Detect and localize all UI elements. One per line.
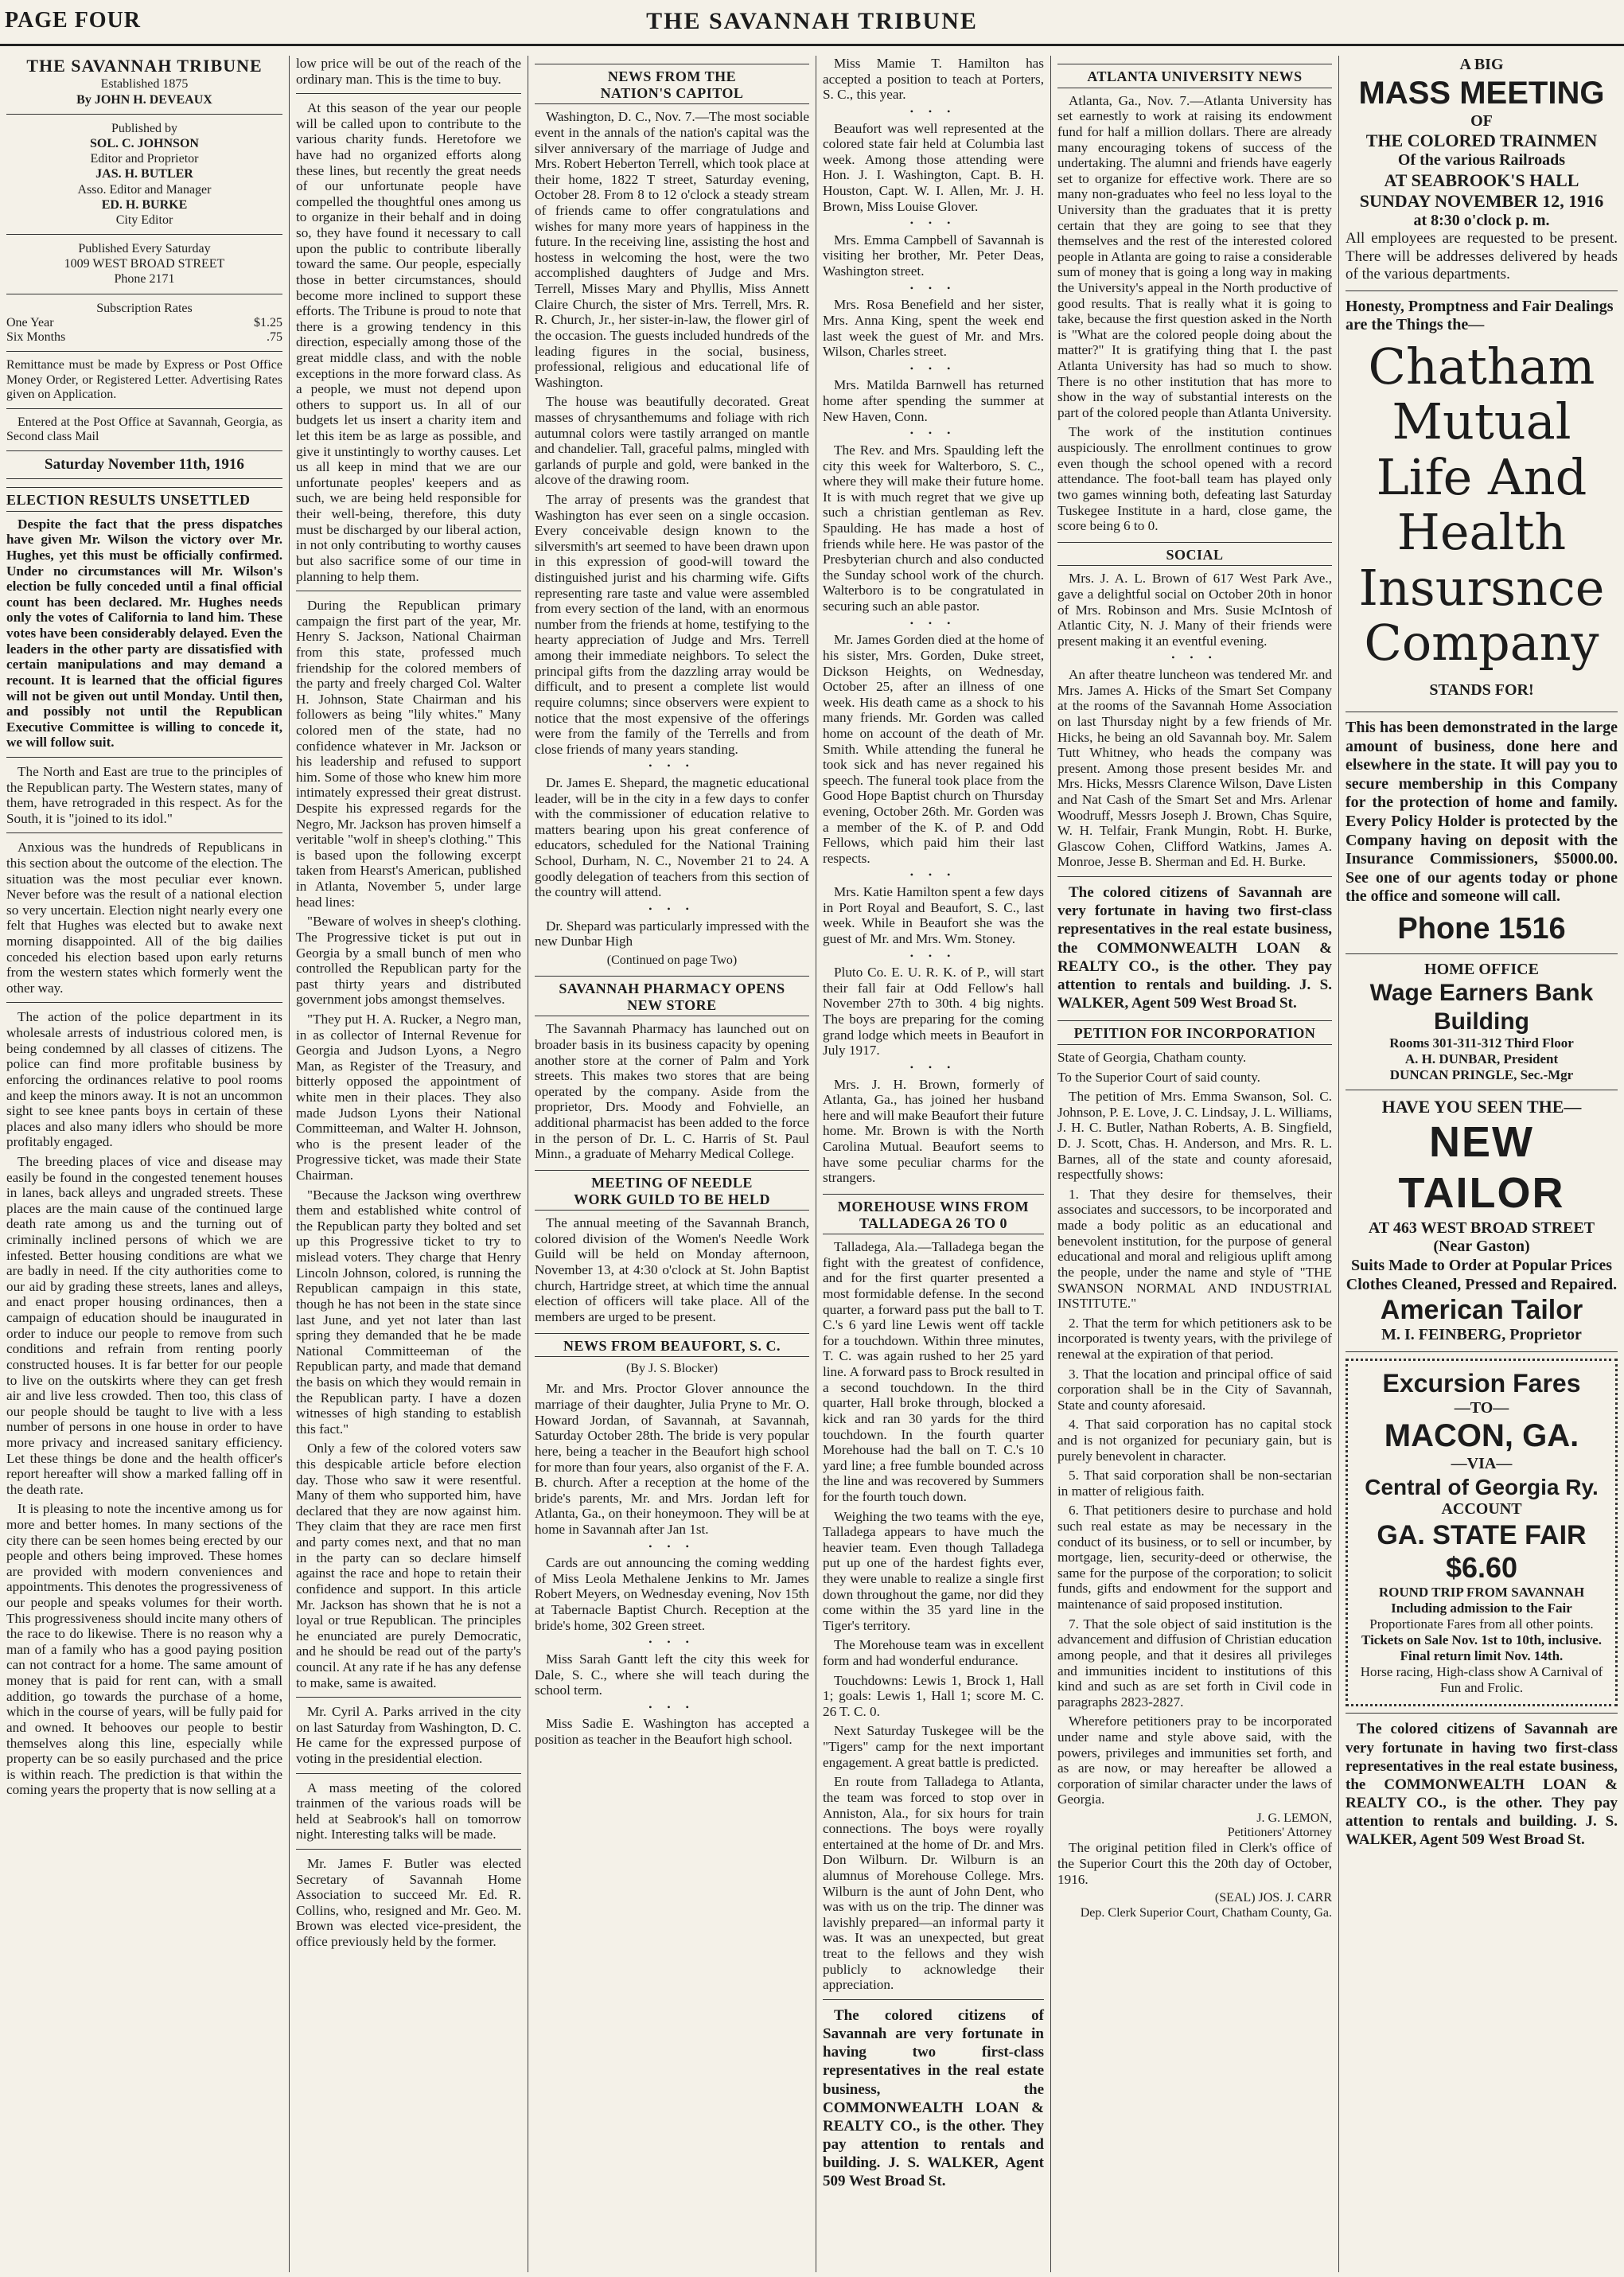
- headline-social: SOCIAL: [1057, 542, 1332, 567]
- paragraph: Mr. Cyril A. Parks arrived in the city on last Saturday from Washington, D. C. He came for the expressed purpose of voting in the presidential election.: [296, 1704, 521, 1766]
- masthead-assoc: JAS. H. BUTLER: [95, 167, 193, 181]
- ad-line: Rooms 301-311-312 Third Floor: [1389, 1035, 1574, 1051]
- issue-date: Saturday November 11th, 1916: [6, 450, 282, 479]
- paragraph: 4. That said corporation has no capital stock and is not organized for pecuniary gain, but is purely benevolent in character.: [1057, 1417, 1332, 1464]
- ad-line: at 8:30 o'clock p. m.: [1413, 211, 1550, 229]
- ad-company-name: Insursnce: [1358, 558, 1605, 617]
- signature: J. G. LEMON,: [1256, 1811, 1332, 1825]
- paragraph: Mrs. J. H. Brown, formerly of Atlanta, Ga., has joined her husband here and will make Beaufort their future home. Mr. Brown is with the North Carolina Mutual. Beaufort seems to have some peculiar charms for the strangers.: [823, 1076, 1044, 1186]
- paragraph: Next Saturday Tuskegee will be the "Tigers" camp for the next important engagement. A great battle is predicted.: [823, 1723, 1044, 1770]
- paragraph: State of Georgia, Chatham county.: [1057, 1049, 1247, 1065]
- ad-line: HAVE YOU SEEN THE—: [1381, 1097, 1582, 1117]
- paragraph: Talladega, Ala.—Talladega began the fight with the greatest of confidence, and for the first quarter presented a most formidable defense. In the second quarter, a forward pass put the ball to T. C.'s 6 yard line Lewis went off tackle for a touchdown. Within three minutes, T. C. was again rushed to her 25 yard line. A forward pass to Brock resulted in a second touchdown. In the third quarter, Hall broke through, blocked a kick and ran 30 yards for the third touchdown. In the fourth quarter Morehouse had the ball on T. C.'s 10 yard line; a free fumble bounded across the line and was recovered by Summers for the fourth touch down.: [823, 1239, 1044, 1504]
- paragraph: 3. That the location and principal office of said corporation shall be in the City of Savannah, State and county aforesaid.: [1057, 1366, 1332, 1413]
- paragraph: Mr. James Gorden died at the home of his sister, Mrs. Gorden, Duke street, Dickson Heights, on Wednesday, October 25, after an illness of one week. His death came as a shock to his many friends. Mr. Gorden was called home on account of the death of Mr. Smith. While attending the funeral he took sick and has never regained his speech. The funeral took place from the Good Hope Baptist church on Thursday evening, October 26th. Mr. Gorden was a member of the K. of P. and Odd Fellows, which paid him their last respects.: [823, 632, 1044, 866]
- headline-capitol: NEWS FROM THE NATION'S CAPITOL: [535, 64, 809, 104]
- rate-label: One Year: [6, 315, 54, 329]
- headline-beaufort: NEWS FROM BEAUFORT, S. C.: [535, 1333, 809, 1358]
- paragraph: Dr. Shepard was particularly impressed with the new Dunbar High: [535, 918, 809, 949]
- masthead-established: Established 1875: [100, 77, 189, 92]
- paragraph: Mr. James F. Butler was elected Secretary of Savannah Home Association to succeed Mr. Ed. R. Collins, who, resigned and Mr. Geo. M. Brown was elected vice-president, the office previously held by the former.: [296, 1856, 521, 1950]
- column-5: ATLANTA UNIVERSITY NEWS Atlanta, Ga., Nov. 7.—Atlanta University has set earnestly to work at raising its endowment fund for half a million dollars. There are already many encouraging tokens of success of the undertaking. The alumni and friends have eagerly set to organize for effective work. There are so many non-graduates who feel no less loyal to the University than the graduates that it is pretty certain that they are going to see that they themselves and the rest of the interested colored people in Atlanta are going to raise a considerable sum of money that is going a long way in making the University's appeal in the North productive of good results. That is really what it is going to take, because the first question asked in the North is "What are the colored people doing about the matter?" It is gratifying thing that I. the past Atlanta University has had so much to show. There is no other institution that has more to show in the way of substantial interests on the part of the colored people than Atlanta University. The work of the institution continues auspiciously. The enrollment continues to grow even though the school opened with a record attendance. The foot-ball team has played only two games winning both, defeating last Saturday Tuskegee Institute in a hard, close game, the score being 6 to 0. SOCIAL Mrs. J. A. L. Brown of 617 West Park Ave., gave a delightful social on October 20th in honor of Mrs. Robinson and Mrs. Susie McIntosh of Atlantic City, N. J. Many of their friends were present making it an eventful evening. • • • An after theatre luncheon was tendered Mr. and Mrs. James A. Hicks of the Smart Set Company at the rooms of the Savannah Home Association on last Thursday night by a few friends of Mr. Hicks, he being an old Savannah boy. Mr. Salem Tutt Whitney, who heads the company was present. Among those present besides Mr. and Mrs. Hicks, Messrs Clarence Wilson, Dave Listen and Nat Cash of the Smart Set and Mrs. Arlenar Woodruff, Messrs Joseph J. Brown, Chas Squire, W. H. Telfair, Frank Mungin, Robt. H. Burke, Glascow Cohen, Clifford Watkins, James A. Monroe, Jesse B. Sherman and Ed. H. Burke. The colored citizens of Savannah are very fortunate in having two first-class representatives in the real estate business, the COMMONWEALTH LOAN & REALTY CO., is the other. They pay attention to rentals and building. J. S. WALKER, Agent 509 West Broad St. PETITION FOR INCORPORATION State of Georgia, Chatham county. To the Superior Court of said county. The petition of Mrs. Emma Swanson, Sol. C. Johnson, P. E. Love, J. C. Lindsay, J. L. Williams, J. H. C. Butler, Nathan Roberts, A. B. Singfield, D. J. Scott, Chas. H. Anderson, and Mrs. R. L. Barnes, all of the state and county aforesaid, respectfully shows: 1. That they desire for themselves, their associates and successors, to be incorporated and made a body politic as an educational and benevolent institution, for the purpose of general educational and moral and religious uplift among the people, under the name and style of "THE SWANSON NORMAL AND INDUSTRIAL INSTITUTE." 2. That the term for which petitioners ask to be incorporated is twenty years, with the privilege of renewal at the expiration of that period. 3. That the location and principal office of said corporation shall be in the City of Savannah, State and county aforesaid. 4. That said corporation has no capital stock and is not organized for pecuniary gain, but is purely benevolent in character. 5. That said corporation shall be non-sectarian in matter of religious faith. 6. That petitioners desire to purchase and hold such real estate as may be necessary in the conduct of its business, or to sell or incumber, by mortgage, lien, security-deed or otherwise, the same for the purpose of the corporation; to solicit funds, gifts and endowment for the support and maintenance of said proposed institution. 7. That the sole object of said institution is the advancement and diffusion of Christian education among people, and that it desires all privileges and immunities incident to institutions of this kind and such as are set forth in Civil code in paragraphs 2823-2827. Wherefore petitioners pray to be incorporated under name and style above said, with the powers, privileges and immunities set forth, and as are now, or may hereafter be allowed a corporation of similar character under the laws of Georgia. J. G. LEMON, Petitioners' Attorney The original petition filed in Clerk's office of the Superior Court this the 20th day of October, 1916. (SEAL) JOS. J. CARR Dep. Clerk Superior Court, Chatham County, Ga.: [1050, 56, 1338, 2272]
- election-lede: Despite the fact that the press dispatches have given Mr. Wilson the victory over Mr. Hughes, yet this must be officially confirmed. Under no circumstances will Mr. Wilson's election be fully conceded until a final official count has been declared. Mr. Hughes needs only the votes of California to land him. These votes have been considerably delayed. Even the leaders in the other party are dissatisfied with certain manipulations and may demand a recount. It is learned that the official figures will not be given out until Monday. Until then, and possibly not until the Republican Executive Committee is willing to concede it, we will follow suit.: [6, 516, 282, 751]
- rate-value: $1.25: [254, 315, 282, 329]
- paragraph: low price will be out of the reach of the ordinary man. This is the time to buy.: [296, 56, 521, 87]
- ad-title: MASS MEETING: [1358, 75, 1605, 111]
- paragraph: Dr. James E. Shepard, the magnetic educational leader, will be in the city in a few days to confer with the commissioner of education relative to matters bearing upon his great conference of educators, scheduled for the National Training School, Durham, N. C., November 21 to 24. A goodly delegation of teachers from this section of the country will attend.: [535, 775, 809, 900]
- remittance-note: Remittance must be made by Express or Post Office Money Order, or Registered Letter. Advertising Rates given on Application.: [6, 358, 282, 401]
- paragraph: The Morehouse team was in excellent form and had wonderful endurance.: [823, 1637, 1044, 1669]
- ad-title: MACON, GA.: [1384, 1418, 1579, 1454]
- ad-company-name: Mutual: [1392, 392, 1571, 451]
- masthead-city: ED. H. BURKE: [101, 197, 188, 212]
- ad-line: Proportionate Fares from all other points.: [1369, 1616, 1594, 1632]
- paragraph: An after theatre luncheon was tendered Mr. and Mrs. James A. Hicks of the Smart Set Company at the rooms of the Savannah Home Association on last Thursday night by a few friends of Mr. Hicks, he being an old Savannah boy. Mr. Salem Tutt Whitney, who heads the company was present. Among those present besides Mr. and Mrs. Hicks, Messrs Clarence Wilson, Dave Listen and Nat Cash of the Smart Set and Mrs. Arlenar Woodruff, Messrs Joseph J. Brown, Chas Squire, W. H. Telfair, Frank Mungin, Robt. H. Burke, Glascow Cohen, Clifford Watkins, James A. Monroe, Jesse B. Sherman and Ed. H. Burke.: [1057, 667, 1332, 870]
- paragraph: 1. That they desire for themselves, their associates and successors, to be incorporated and made a body politic as an educational and benevolent institution, for the purpose of general educational and moral and religious uplift among the people, under the name and style of "THE SWANSON NORMAL AND INDUSTRIAL INSTITUTE.": [1057, 1186, 1332, 1312]
- paragraph: Mrs. Emma Campbell of Savannah is visiting her brother, Mr. Peter Deas, Washington street.: [823, 232, 1044, 279]
- paragraph: The array of presents was the grandest that Washington has ever seen on a single occasion. Every conceivable design known to the silversmith's art seemed to have been drawn upon in this expression of good-will toward the distinguished jurist and his charming wife. Gifts representing rare taste and value were assembled from every section of the land, with an enormous number from the friends at home, testifying to the hearty appreciation of Judge and Mrs. Terrell among their immediate neighbors. To select the principal gifts from the dazzling array would be difficult, and to present a complete list would require columns; since observers were expient to notice that the most expensive of the offerings were from the family of the Terrells and from close friends of many years standing.: [535, 492, 809, 757]
- ad-price: $6.60: [1445, 1550, 1518, 1584]
- paragraph: The North and East are true to the principles of the Republican party. The Western states, many of them, have retrograded in this respect. As for the South, it is "joined to its idol.": [6, 763, 282, 826]
- paragraph: 7. That the sole object of said institution is the advancement and diffusion of Christian education among people, and that it desires all privileges and immunities incident to institutions of this kind and such as are set forth in Civil code in paragraphs 2823-2827.: [1057, 1616, 1332, 1710]
- masthead: [6, 56, 282, 316]
- paragraph: Mr. and Mrs. Proctor Glover announce the marriage of their daughter, Julia Pryne to Mr. O. Howard Jordan, of Savannah, at Savannah, Saturday October 28th. The bride is very popular here, being a teacher in the Beaufort high school for more than four years, also organist of the F. A. B. church. After a reception at the home of the bride's parents, Mr. and Mrs. Jordan left for Atlanta, Ga., on their honeymoon. They will be at home in Savannah after Jan 1st.: [535, 1381, 809, 1537]
- paragraph: At this season of the year our people will be called upon to contribute to the various charity funds. Heretofore we have had no organized efforts along these lines, but recently the great needs of our unfortunate people have compelled the thoughtful ones among us to organize in their behalf and in doing so, they have found it necessary to call upon the public to contribute liberally toward the same. Our people, especially those in better circumstances, should become more inclined to support these efforts. The Tribune is proud to note that there is a growing tendency in this direction, especially among those of the great middle class, and with the noble exceptions in the more forward class. As a people, we must not depend upon others to support us. In all of our budgets let us insert a charity item and let this item be as large as possible, and give it unstintingly to worthy causes. Let us all keep in mind that we are our unfortunate peoples' keepers and as such, we are being held responsible for their well-being, therefore, this duty must be discharged by our liberal action, in not only contributing to worthy causes but also sacrifice some of our time in planning to help them.: [296, 100, 521, 584]
- masthead-address: 1009 WEST BROAD STREET: [64, 257, 225, 271]
- paragraph: The action of the police department in its wholesale arrests of industrious colored men, is being condemned by all classes of citizens. The police can find more profitable business by enforcing the ordinances relative to pool rooms and keep the minors away. It is not an uncommon sight to see knee pants boys in certain of these places and also many idlers who should be more profitably engaged.: [6, 1009, 282, 1150]
- paragraph: A mass meeting of the colored trainmen of the various roads will be held at Seabrook's hall on tomorrow night. Interesting talks will be made.: [296, 1780, 521, 1842]
- signature-title: Dep. Clerk Superior Court, Chatham County, Ga.: [1080, 1905, 1332, 1920]
- ad-tagline: Honesty, Promptness and Fair Dealings are the Things the—: [1346, 297, 1614, 334]
- subscription-rates: [6, 316, 282, 345]
- paragraph: Mrs. Rosa Benefield and her sister, Mrs. Anna King, spent the week end last week the guest of Mr. and Mrs. Wilson, Charles street.: [823, 297, 1044, 360]
- masthead-phone: Phone 2171: [114, 272, 175, 287]
- headline-football: MOREHOUSE WINS FROM TALLADEGA 26 TO 0: [823, 1194, 1044, 1234]
- paragraph: 2. That the term for which petitioners ask to be incorporated is twenty years, with the privilege of renewal at the expiration of that period.: [1057, 1315, 1332, 1362]
- paragraph: Anxious was the hundreds of Republicans in this section about the outcome of the election. The situation was the most peculiar ever known. Never before was the result of a national election so very uncertain. Election night nearly every one felt that Hughes was elected but to awake next morning disappointed. All of the big dailies conceded his election based upon early returns from the western states which formerly went the other way.: [6, 840, 282, 996]
- paragraph: The Rev. and Mrs. Spaulding left the city this week for Walterboro, S. C., where they will make their future home. It is with much regret that we give up such a christian gentleman as Rev. Spaulding. He has made a host of friends while here. He was pastor of the Presbyterian church and also conducted the Sunday school work of the church. Walterboro is to be congratulated in securing such an able pastor.: [823, 442, 1044, 614]
- ad-company-name: Life And: [1376, 447, 1587, 506]
- paragraph: Miss Sarah Gantt left the city this week for Dale, S. C., where she will teach during the school term.: [535, 1651, 809, 1698]
- paragraph: 5. That said corporation shall be non-sectarian in matter of religious faith.: [1057, 1468, 1332, 1499]
- ad-line: Suits Made to Order at Popular Prices: [1350, 1256, 1613, 1274]
- entered-note: Entered at the Post Office at Savannah, Georgia, as Second class Mail: [6, 415, 282, 444]
- column-1: [0, 56, 289, 2272]
- ad-line: Clothes Cleaned, Pressed and Repaired.: [1346, 1275, 1618, 1293]
- realty-notice: The colored citizens of Savannah are very fortunate in having two first-class representatives in the real estate business, the COMMONWEALTH LOAN & REALTY CO., is the other. They pay attention to rentals and building. J. S. WALKER, Agent 509 West Broad St.: [1346, 1721, 1618, 1849]
- ad-line: Wage Earners Bank: [1369, 980, 1594, 1007]
- ad-line: Building: [1434, 1008, 1529, 1035]
- ad-line: OF: [1470, 111, 1493, 130]
- ad-line: ROUND TRIP FROM SAVANNAH: [1378, 1585, 1585, 1601]
- paragraph: "Because the Jackson wing overthrew them and established white control of the Republican party they bolted and set up this Progressive ticket to try to mislead voters. They charge that Henry Lincoln Johnson, colored, is running the Republican campaign in this state, though he has not been in the state since last June, and yet not later than last spring they demanded that he be made National Committeeman of the Republican party, and made that demand the basis on which they would remain in the Republican party. I have a dozen witnesses of high standing to establish this fact.": [296, 1187, 521, 1437]
- ad-company-name: Health: [1396, 503, 1567, 562]
- ad-line: AT 463 WEST BROAD STREET: [1368, 1218, 1595, 1237]
- headline-petition: PETITION FOR INCORPORATION: [1057, 1020, 1332, 1045]
- paragraph: Pluto Co. E. U. R. K. of P., will start their fall fair at Odd Fellow's hall November 27th to 30th. 4 big nights. The boys are preparing for the coming grand lodge which meets in Beaufort in July 1917.: [823, 965, 1044, 1059]
- column-2: [289, 56, 528, 2272]
- paragraph: The house was beautifully decorated. Great masses of chrysanthemums and foliage with rich autumnal colors were tastily arranged on mantle and chandelier. Tall, graceful palms, mingled with garlands of purple and gold, were banked in the alcove of the drawing room.: [535, 394, 809, 488]
- paragraph: To the Superior Court of said county.: [1057, 1069, 1260, 1085]
- ad-company-name: Chatham: [1368, 337, 1595, 396]
- running-head: [0, 0, 1624, 46]
- masthead-name: THE SAVANNAH TRIBUNE: [26, 56, 263, 76]
- ad-title: Excursion Fares: [1382, 1368, 1581, 1398]
- byline: (By J. S. Blocker): [625, 1362, 719, 1376]
- ad-line: —TO—: [1454, 1398, 1509, 1417]
- paragraph: During the Republican primary campaign the first part of the year, Mr. Henry S. Jackson, National Chairman from this state, professed much friendship for the colored members of the party and freely charged Col. Walter H. Johnson, State Chairman and his followers as being "lily whites." Many colored men of the state, had no confidence whatever in Mr. Jackson or his leadership and refused to support him. Some of those who knew him more intimately expressed their great distrust. Despite his expressed regards for the Negro, Mr. Jackson has proven himself a veritable "wolf in sheep's clothing." This is based upon the following excerpt taken from Hearst's American, published in Atlanta, November 5, under large head lines:: [296, 598, 521, 910]
- ad-line: STANDS FOR!: [1429, 681, 1534, 700]
- headline-guild: MEETING OF NEEDLE WORK GUILD TO BE HELD: [535, 1170, 809, 1211]
- headline-pharmacy: SAVANNAH PHARMACY OPENS NEW STORE: [535, 976, 809, 1016]
- column-4: Miss Mamie T. Hamilton has accepted a position to teach at Porters, S. C., this year. • • • Beaufort was well represented at the colored state fair held at Columbia last week. Among those attending were Hon. J. I. Washington, Capt. B. H. Houston, Capt. W. I. Allen, Mr. J. H. Brown, Miss Louise Glover. • • • Mrs. Emma Campbell of Savannah is visiting her brother, Mr. Peter Deas, Washington street. • • • Mrs. Rosa Benefield and her sister, Mrs. Anna King, spent the week end last week the guest of Mr. and Mrs. Wilson, Charles street. • • • Mrs. Matilda Barnwell has returned home after spending the summer at New Haven, Conn. • • • The Rev. and Mrs. Spaulding left the city this week for Walterboro, S. C., where they will make their future home. It is with much regret that we give up such a christian gentleman as Rev. Spaulding. He has made a host of friends while here. He was pastor of the Presbyterian church and also conducted the Sunday school work of the church. Walterboro is to be congratulated in securing such an able pastor. • • • Mr. James Gorden died at the home of his sister, Mrs. Gorden, Duke street, Dickson Heights, on Wednesday, October 25, after an illness of one week. His death came as a shock to his many friends. Mr. Gorden was called home on account of the death of Mr. Smith. While attending the funeral he took sick and has never regained his speech. The funeral took place from the Good Hope Baptist church on Thursday evening, October 26th. Mr. Gorden was a member of the K. of P. and Odd Fellows, which paid him their last respects. • • • Mrs. Katie Hamilton spent a few days in Port Royal and Beaufort, S. C., last week. While in Beaufort she was the guest of Mr. and Mrs. Wm. Stoney. • • • Pluto Co. E. U. R. K. of P., will start their fall fair at Odd Fellow's hall November 27th to 30th. 4 big nights. The boys are preparing for the coming grand lodge which meets in Beaufort in July 1917. • • • Mrs. J. H. Brown, formerly of Atlanta, Ga., has joined her husband here and will make Beaufort their future home. Mr. Brown is with the North Carolina Mutual. Beaufort seems to have some peculiar charms for the strangers. MOREHOUSE WINS FROM TALLADEGA 26 TO 0 Talladega, Ala.—Talladega began the fight with the greatest of confidence, and for the first quarter presented a most formidable defense. In the second quarter, a forward pass put the ball to T. C.'s 6 yard line Lewis went off tackle for a touchdown. Within three minutes, T. C. was again rushed to her 25 yard line. A forward pass to Brock resulted in a second touchdown. In the third quarter, Hall broke through, blocked a kick and ran 30 yards for the third touchdown. In the fourth quarter Morehouse had the ball on T. C.'s 10 yard line; a free fumble bounded across the line and was recovered by Summers for the fourth touch down. Weighing the two teams with the eye, Talladega appears to have much the heavier team. Even though Talladega put up one of the hardest fights ever, they were unable to realize a single first down throughout the game, nor did they come within the 35 yard line in the Tiger's territory. The Morehouse team was in excellent form and had wonderful endurance. Touchdowns: Lewis 1, Brock 1, Hall 1; goals: Lewis 1, Hall 1; score M. C. 26 T. C. 0. Next Saturday Tuskegee will be the "Tigers" camp for the next important engagement. A great battle is predicted. En route from Talladega to Atlanta, the team was forced to stop over in Anniston, Ala., for six hours for train connections. The boys were royally entertained at the home of Dr. and Mrs. Don Wilburn. Dr. Wilburn is an alumnus of Morehouse College. Mrs. Wilburn is the aunt of John Dent, who was with us on the trip. The dinner was lavishly prepared—an informal party it was. It was an unexpected, but great treat to the fellows and they wish publicly to acknowledge their appreciation. The colored citizens of Savannah are very fortunate in having two first-class representatives in the real estate business, the COMMONWEALTH LOAN & REALTY CO., is the other. They pay attention to rentals and building. J. S. WALKER, Agent 509 West Broad St.: [816, 56, 1050, 2272]
- paragraph: Mrs. J. A. L. Brown of 617 West Park Ave., gave a delightful social on October 20th in honor of Mrs. Robinson and Mrs. Susie McIntosh of Atlantic City, N. J. Many of their friends were present making it an eventful evening.: [1057, 571, 1332, 649]
- realty-notice: The colored citizens of Savannah are very fortunate in having two first-class representatives in the real estate business, the COMMONWEALTH LOAN & REALTY CO., is the other. They pay attention to rentals and building. J. S. WALKER, Agent 509 West Broad St.: [823, 2006, 1044, 2190]
- paragraph: Mrs. Katie Hamilton spent a few days in Port Royal and Beaufort, S. C., last week. While in Beaufort she was the guest of Mr. and Mrs. Wm. Stoney.: [823, 884, 1044, 946]
- ad-body: This has been demonstrated in the large amount of business, done here and elsewhere in the state. It will pay you to secure membership in this Company for the protection of home and family. Every Policy Holder is protected by the Company having on deposit with the Insurance Commissioners, $5000.00. See one of our agents today or phone the office and someone will call.: [1346, 719, 1618, 906]
- rates-title: Subscription Rates: [96, 301, 193, 315]
- signature-title: Petitioners' Attorney: [1227, 1826, 1332, 1840]
- ad-line: (Near Gaston): [1433, 1238, 1530, 1256]
- ad-company-name: Company: [1364, 614, 1599, 673]
- ad-title: American Tailor: [1380, 1295, 1583, 1326]
- paragraph: Wherefore petitioners pray to be incorporated under name and style above said, with the powers, privileges and immunities set forth, and as are now, or may hereafter be allowed a corporation of similar character under the laws of Georgia.: [1057, 1714, 1332, 1807]
- paragraph: The original petition filed in Clerk's office of the Superior Court this the 20th day of October, 1916.: [1057, 1840, 1332, 1887]
- masthead-founder: By JOHN H. DEVEAUX: [76, 92, 212, 107]
- ad-line: Including admission to the Fair: [1391, 1601, 1572, 1616]
- ad-title: NEW TAILOR: [1398, 1118, 1565, 1217]
- ad-line: Of the various Railroads: [1397, 151, 1566, 170]
- paragraph: It is pleasing to note the incentive among us for more and better homes. In many sections of the city there can be seen homes being erected by our people and others being improved. These homes are provided with modern conveniences and appointments. This denotes the progressiveness of our people and speaks volumes for their worth. This progressiveness should incite many others of the race to do likewise. There is no reason why a man of a family who has a good paying position can not contract for a home. The same amount of money that is paid for rent can, with a small addition, go towards the purchase of a home, which in the course of years, will be fully paid for and owned. It behooves our people to bestir themselves along this line, especially while property can be so easily purchased and the price is within reach. The prediction is that within the coming years the property that is now selling at a: [6, 1501, 282, 1798]
- paragraph: The petition of Mrs. Emma Swanson, Sol. C. Johnson, P. E. Love, J. C. Lindsay, J. L. Williams, J. H. C. Butler, Nathan Roberts, A. B. Singfield, D. J. Scott, Chas. H. Anderson, and Mrs. R. L. Barnes, all of the state and county aforesaid, respectfully shows:: [1057, 1089, 1332, 1183]
- continued-note: (Continued on page Two): [606, 953, 738, 967]
- masthead-city-title: City Editor: [115, 212, 173, 227]
- column-3: NEWS FROM THE NATION'S CAPITOL Washington, D. C., Nov. 7.—The most sociable event in the annals of the nation's capital was the silver anniversary of the marriage of Judge and Mrs. Robert Heberton Terrell, which took place at their home, 1822 T street, Saturday evening, October 28. From 8 to 12 o'clock a steady stream of friends came to offer congratulations and wishes for many more years of happiness in the future. In the receiving line, assisting the host and hostess in welcoming the host, were the two accomplished daughters of Judge and Mrs. Terrell, Misses Mary and Phyllis, Miss Annett Claire Church, the sister of Mrs. Terrell, Mrs. R. R. Church, Jr., her sister-in-law, the flower girl of the occasion. The guests included hundreds of the leading figures in the social, business, professional, religious and educational life of Washington. The house was beautifully decorated. Great masses of chrysanthemums and foliage with rich autumnal colors were tastily arranged on mantle and chandelier. Tall, graceful palms, mingled with garlands of purple and gold, were banked in the alcove of the drawing room. The array of presents was the grandest that Washington has ever seen on a single occasion. Every conceivable design known to the silversmith's art seemed to have been drawn upon in this expression of good-will toward the distinguished jurist and his charming wife. Gifts representing rare taste and value were assembled from every section of the land, with an enormous number from the friends at home, testifying to the hearty appreciation of Judge and Mrs. Terrell among their immediate neighbors. To select the principal gifts from the dazzling array would be difficult, and to present a complete list would require columns; since observers were expient to notice that the most expensive of the offerings were from the family of the Terrells and from close friends of many years standing. • • • Dr. James E. Shepard, the magnetic educational leader, will be in the city in a few days to confer with the commissioner of education relative to matters bearing upon his great conference of educators, scheduled for the National Training School, Durham, N. C., November 21 to 24. A goodly delegation of teachers from this section of the country will attend. • • • Dr. Shepard was particularly impressed with the new Dunbar High (Continued on page Two) SAVANNAH PHARMACY OPENS NEW STORE The Savannah Pharmacy has launched out on broader basis in its business capacity by opening another store at the corner of Palm and York streets. This makes two stores that are being operated by the company. Aside from the proprietor, Drs. Moody and Fohvielle, an additional pharmacist has been added to the force in the person of Dr. L. C. Harris of St. Paul Minn., a graduate of Meharry Medical College. MEETING OF NEEDLE WORK GUILD TO BE HELD The annual meeting of the Savannah Branch, colored division of the Women's Needle Work Guild will be held on Monday afternoon, November 13, at 4:30 o'clock at St. John Baptist church, Hartridge street, at which time the annual election of officers will take place. All of the members are urged to be present. NEWS FROM BEAUFORT, S. C. (By J. S. Blocker) Mr. and Mrs. Proctor Glover announce the marriage of their daughter, Julia Pryne to Mr. O. Howard Jordan, of Savannah, at Savannah, Saturday October 28th. The bride is very popular here, being a teacher in the Beaufort high school for more than four years, also organist of the F. A. B. church. After a reception at the home of the bride's parents, Mr. and Mrs. Jordan left for Atlanta, Ga., on their honeymoon. They will be at home in Savannah after Jan 1st. • • • Cards are out announcing the coming wedding of Miss Leola Methalene Jenkins to Mr. James Robert Meyers, on Wednesday evening, Nov 15th at Tabernacle Baptist Church. Reception at the bride's home, 302 Green street. • • • Miss Sarah Gantt left the city this week for Dale, S. C., where she will teach during the school term. • • • Miss Sadie E. Washington has accepted a position as teacher in the Beaufort high school.: [528, 56, 816, 2272]
- ad-title: GA. STATE FAIR: [1377, 1519, 1587, 1550]
- paragraph: "Beware of wolves in sheep's clothing. The Progressive ticket is put out in Georgia by a small bunch of men who controlled the Republican party for the past thirty years and distributed government jobs amongst themselves.: [296, 914, 521, 1008]
- paragraph: Beaufort was well represented at the colored state fair held at Columbia last week. Among those attending were Hon. J. I. Washington, Capt. B. H. Houston, Capt. W. I. Allen, Mr. J. H. Brown, Miss Louise Glover.: [823, 120, 1044, 214]
- paragraph: Only a few of the colored voters saw this despicable article before election day. Those who saw it were resentful. Many of them who supported him, have declared that they are now against him. They claim that they are race men first and party comes next, and that no man in the party can so declare himself against the race and hope to retain their confidence and support. In this article Mr. Jackson has shown that he is not a loyal or true Republican. The principles he enunciated are purely Democratic, and he should be read out of the party's council. At any rate if he has any defense to make, same is awaited.: [296, 1441, 522, 1690]
- ad-line: SUNDAY NOVEMBER 12, 1916: [1359, 190, 1604, 211]
- paragraph: Washington, D. C., Nov. 7.—The most sociable event in the annals of the nation's capital was the silver anniversary of the marriage of Judge and Mrs. Robert Heberton Terrell, which took place at their home, 1822 T street, Saturday evening, October 28. From 8 to 12 o'clock a steady stream of friends came to offer congratulations and wishes for many more years of happiness in the future. In the receiving line, assisting the host and hostess in welcoming the host, were the two accomplished daughters of Judge and Mrs. Terrell, Misses Mary and Phyllis, Miss Annett Claire Church, the sister of Mrs. Terrell, Mrs. R. R. Church, Jr., her sister-in-law, the flower girl of the occasion. The guests included hundreds of the leading figures in the social, business, professional, religious and educational life of Washington.: [535, 109, 809, 390]
- paper-title: THE SAVANNAH TRIBUNE: [646, 8, 978, 34]
- paragraph: Touchdowns: Lewis 1, Brock 1, Hall 1; goals: Lewis 1, Hall 1; score M. C. 26 T. C. 0.: [823, 1672, 1044, 1719]
- ad-line: THE COLORED TRAINMEN: [1365, 131, 1598, 151]
- ad-line: Horse racing, High-class show A Carnival of Fun and Frolic.: [1360, 1664, 1603, 1696]
- paragraph: Mrs. Matilda Barnwell has returned home after spending the summer at New Haven, Conn.: [823, 377, 1044, 424]
- paragraph: Miss Sadie E. Washington has accepted a position as teacher in the Beaufort high school.: [535, 1716, 809, 1748]
- ad-line: ACCOUNT: [1441, 1499, 1522, 1518]
- paragraph: The work of the institution continues auspiciously. The enrollment continues to grow even though the school opened with a record attendance. The foot-ball team has played only two games winning both, defeating last Saturday Tuskegee Institute in a hard, close game, the score being 6 to 0.: [1057, 424, 1332, 534]
- ad-line: A BIG: [1459, 56, 1504, 73]
- signature: (SEAL) JOS. J. CARR: [1214, 1891, 1332, 1905]
- paragraph: Atlanta, Ga., Nov. 7.—Atlanta University has set earnestly to work at raising its endowment fund for half a million dollars. There are already many encouraging tokens of success of the undertaking. The alumni and friends have eagerly set to organize for effective work. There are so many non-graduates who feel no less loyal to the University than the graduates that it is pretty certain that they are going to see that they themselves and the rest of the interested colored people in Atlanta are going to raise a considerable sum of money that is going a long way in making the University's appeal in the North productive of good results. That is really what it is going to take, because the first question asked in the North is "What are the colored people doing about the matter?" It is gratifying thing that I. the past Atlanta University has had so much to show. There is no other institution that has more to show in the way of substantial interests on the part of the colored people than Atlanta University.: [1057, 92, 1332, 420]
- ad-chatham-mutual: [1346, 298, 1618, 1084]
- headline-election: ELECTION RESULTS UNSETTLED: [6, 487, 282, 512]
- ad-line: M. I. FEINBERG, Proprietor: [1381, 1326, 1582, 1344]
- paragraph: The Savannah Pharmacy has launched out on broader basis in its business capacity by opening another store at the corner of Palm and York streets. This makes two stores that are being operated by the company. Aside from the proprietor, Drs. Moody and Fohvielle, an additional pharmacist has been added to the force in the person of Dr. L. C. Harris of St. Paul Minn., a graduate of Meharry Medical College.: [535, 1021, 809, 1162]
- masthead-assoc-title: Asso. Editor and Manager: [77, 182, 212, 197]
- paragraph: 6. That petitioners desire to purchase and hold such real estate as may be necessary in the conduct of its business, or to sell or incumber, by mortgage, lien, security-deed or otherwise, the same for the purpose of the corporation; to solicit funds, gifts and endowment for the support and maintenance of said proposed institution.: [1057, 1503, 1332, 1612]
- page-number: PAGE FOUR: [5, 8, 142, 33]
- ad-body: All employees are requested to be present. There will be addresses delivered by heads of the various departments.: [1346, 230, 1618, 283]
- masthead-published: Published Every Saturday: [78, 242, 211, 256]
- paragraph: The breeding places of vice and disease may easily be found in the congested tenement houses in lanes, back alleys and ungraded streets. These places are the main cause of the continued large death rate among us and the turning out of criminally inclined persons of which we are infested. Better housing conditions are what we are badly in need. If the city authorities come to our aid by grading these streets, lanes and alleys, and enact proper housing ordinances, then a campaign of education should be inaugurated in order to induce our people to remove from such conditions and refrain from renting poorly constructed houses. It is far better for our people to live on the outskirts where they can get fresh air and live less crowded. Then too, this class of our people should be taught to live with a less number of persons in one house in order to have more privacy and increased sanitary efficiency. Let these things be done and the health officer's report hereafter will show a marked falling off in the death rate.: [6, 1153, 282, 1497]
- ad-mass-meeting: [1346, 56, 1618, 284]
- ad-line: DUNCAN PRINGLE, Sec.-Mgr: [1389, 1067, 1574, 1083]
- ad-line: AT SEABROOK'S HALL: [1384, 170, 1579, 190]
- paragraph: Cards are out announcing the coming wedding of Miss Leola Methalene Jenkins to Mr. James Robert Meyers, on Wednesday evening, Nov 15th at Tabernacle Baptist Church. Reception at the bride's home, 302 Green street.: [535, 1555, 809, 1633]
- paragraph: "They put H. A. Rucker, a Negro man, in as collector of Internal Revenue for Georgia and Judson Lyons, a Negro Man, as Register of the Treasury, and bitterly opposed the appointment of white men in their places. They also made Judson Lyons their National Committeeman, and Walter H. Johnson, who is the present leader of the Progressive ticket, was made their State Chairman.: [296, 1011, 521, 1183]
- ad-line: HOME OFFICE: [1424, 960, 1539, 978]
- ad-line: Central of Georgia Ry.: [1365, 1474, 1599, 1499]
- ad-line: —VIA—: [1451, 1455, 1513, 1473]
- paragraph: The annual meeting of the Savannah Branch, colored division of the Women's Needle Work Guild will be held on Monday afternoon, November 13, at 4:30 o'clock at St. John Baptist church, Hartridge street, at which time the annual election of officers will take place. All of the members are urged to be present.: [535, 1215, 809, 1324]
- rate-value: .75: [267, 330, 282, 345]
- ad-line: Tickets on Sale Nov. 1st to 10th, inclusive. Final return limit Nov. 14th.: [1361, 1632, 1602, 1664]
- paragraph: En route from Talladega to Atlanta, the team was forced to stop over in Anniston, Ala., for six hours for train connections. The boys were royally entertained at the home of Dr. and Mrs. Don Wilburn. Dr. Wilburn is an alumnus of Morehouse College. Mrs. Wilburn is the aunt of John Dent, who was with us on the trip. The dinner was lavishly prepared—an informal party it was. It was an unexpected, but great treat to the fellows and they wish publicly to acknowledge their appreciation.: [823, 1774, 1044, 1993]
- ad-tailor: [1346, 1097, 1618, 1344]
- rate-label: Six Months: [6, 330, 66, 345]
- masthead-publisher: SOL. C. JOHNSON: [90, 136, 199, 150]
- realty-notice: The colored citizens of Savannah are very fortunate in having two first-class representatives in the real estate business, the COMMONWEALTH LOAN & REALTY CO., is the other. They pay attention to rentals and building. J. S. WALKER, Agent 509 West Broad St.: [1057, 884, 1332, 1012]
- column-6: [1338, 56, 1624, 2272]
- masthead-published-by: Published by: [111, 121, 178, 135]
- headline-atlanta-university: ATLANTA UNIVERSITY NEWS: [1057, 64, 1332, 88]
- paragraph: Weighing the two teams with the eye, Talladega appears to have much the heavier team. Even though Talladega put up one of the hardest fights ever, they were unable to realize a single first down throughout the game, nor did they come within the 35 yard line in the Tiger's territory.: [823, 1508, 1044, 1633]
- paragraph: Miss Mamie T. Hamilton has accepted a position to teach at Porters, S. C., this year.: [823, 56, 1044, 103]
- ad-phone: Phone 1516: [1397, 911, 1566, 946]
- ad-excursion: [1346, 1359, 1618, 1707]
- masthead-publisher-title: Editor and Proprietor: [90, 152, 199, 166]
- ad-line: A. H. DUNBAR, President: [1404, 1051, 1559, 1067]
